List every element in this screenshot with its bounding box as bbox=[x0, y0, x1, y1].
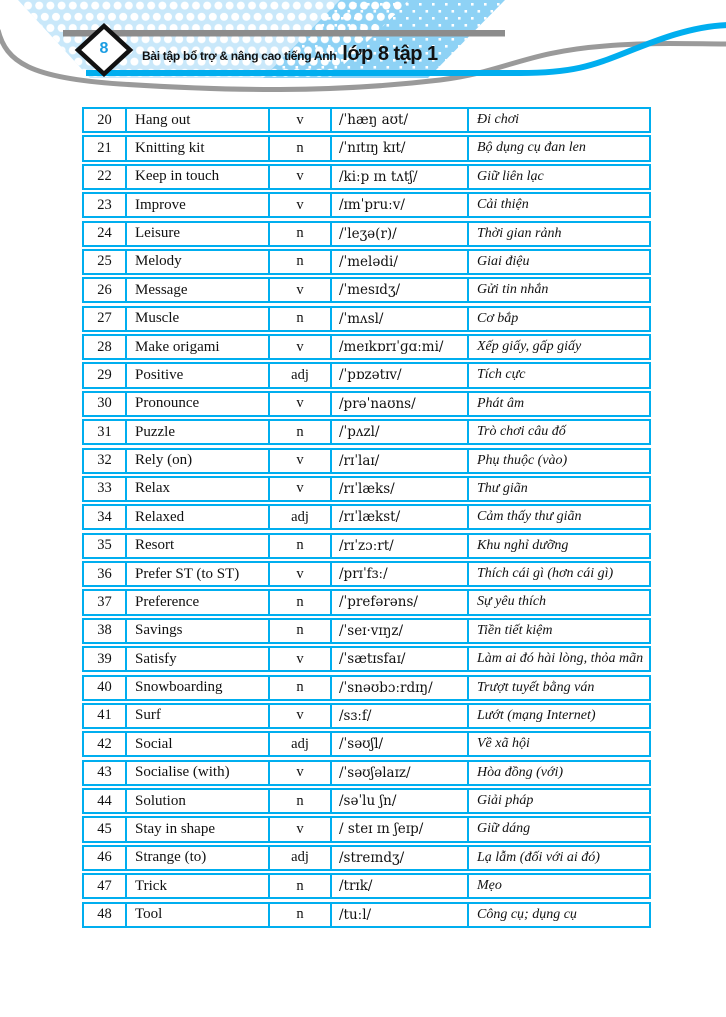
table-row bbox=[82, 788, 651, 814]
word-cell: Keep in touch bbox=[127, 166, 270, 188]
phonetic-cell: /meɪkɒrɪˈɡɑːmi/ bbox=[332, 336, 469, 358]
table-row bbox=[82, 277, 651, 303]
part-of-speech-cell: n bbox=[270, 535, 332, 557]
gray-bar bbox=[63, 30, 505, 37]
phonetic-cell: /ˈseɪ·vɪŋz/ bbox=[332, 620, 469, 642]
part-of-speech-cell: v bbox=[270, 166, 332, 188]
meaning-cell: Khu nghỉ dưỡng bbox=[477, 537, 569, 553]
table-row bbox=[82, 731, 651, 757]
meaning-cell: Công cụ; dụng cụ bbox=[477, 906, 577, 922]
word-cell: Prefer ST (to ST) bbox=[127, 563, 270, 585]
word-cell: Tool bbox=[127, 904, 270, 926]
phonetic-cell: /ˈmelədi/ bbox=[332, 251, 469, 273]
word-cell: Relax bbox=[127, 478, 270, 500]
phonetic-cell: /ˈmesɪdʒ/ bbox=[332, 279, 469, 301]
part-of-speech-cell: v bbox=[270, 109, 332, 131]
meaning-cell: Làm ai đó hài lòng, thỏa mãn bbox=[477, 651, 644, 667]
meaning-cell: Xếp giấy, gấp giấy bbox=[477, 339, 582, 355]
table-row bbox=[82, 873, 651, 899]
table-row bbox=[82, 618, 651, 644]
table-row bbox=[82, 419, 651, 445]
word-cell: Strange (to) bbox=[127, 847, 270, 869]
phonetic-cell: /rɪˈlæks/ bbox=[332, 478, 469, 500]
word-cell: Puzzle bbox=[127, 421, 270, 443]
meaning-cell: Tích cực bbox=[477, 367, 526, 383]
meaning-cell: Lạ lẫm (đối với ai đó) bbox=[477, 849, 600, 865]
row-number-cell: 35 bbox=[84, 535, 127, 557]
phonetic-cell: /ɪmˈpruːv/ bbox=[332, 194, 469, 216]
part-of-speech-cell: n bbox=[270, 223, 332, 245]
row-number-cell: 33 bbox=[84, 478, 127, 500]
meaning-cell: Về xã hội bbox=[477, 736, 530, 752]
table-row bbox=[82, 221, 651, 247]
part-of-speech-cell: v bbox=[270, 336, 332, 358]
meaning-cell: Phát âm bbox=[477, 395, 525, 411]
meaning-cell: Lướt (mạng Internet) bbox=[477, 707, 596, 723]
part-of-speech-cell: adj bbox=[270, 506, 332, 528]
part-of-speech-cell: v bbox=[270, 818, 332, 840]
table-row bbox=[82, 362, 651, 388]
part-of-speech-cell: n bbox=[270, 308, 332, 330]
part-of-speech-cell: n bbox=[270, 875, 332, 897]
word-cell: Pronounce bbox=[127, 393, 270, 415]
word-cell: Trick bbox=[127, 875, 270, 897]
row-number-cell: 43 bbox=[84, 762, 127, 784]
row-number-cell: 36 bbox=[84, 563, 127, 585]
meaning-cell: Giai điệu bbox=[477, 253, 530, 269]
table-row bbox=[82, 902, 651, 928]
row-number-cell: 27 bbox=[84, 308, 127, 330]
phonetic-cell: /ˈsəʊʃəlaɪz/ bbox=[332, 762, 469, 784]
table-row bbox=[82, 703, 651, 729]
phonetic-cell: /ˈsætɪsfaɪ/ bbox=[332, 648, 469, 670]
meaning-cell: Thích cái gì (hơn cái gì) bbox=[477, 566, 614, 582]
word-cell: Hang out bbox=[127, 109, 270, 131]
word-cell: Make origami bbox=[127, 336, 270, 358]
table-row bbox=[82, 334, 651, 360]
meaning-cell: Đi chơi bbox=[477, 112, 520, 128]
word-cell: Relaxed bbox=[127, 506, 270, 528]
table-row bbox=[82, 760, 651, 786]
header-title-text: Bài tập bổ trợ & nâng cao tiếng Anh bbox=[142, 49, 337, 63]
word-cell: Knitting kit bbox=[127, 137, 270, 159]
part-of-speech-cell: n bbox=[270, 790, 332, 812]
table-row bbox=[82, 816, 651, 842]
table-row bbox=[82, 845, 651, 871]
table-row bbox=[82, 306, 651, 332]
word-cell: Resort bbox=[127, 535, 270, 557]
meaning-cell: Cảm thấy thư giãn bbox=[477, 509, 582, 525]
word-cell: Stay in shape bbox=[127, 818, 270, 840]
phonetic-cell: /ˈmʌsl/ bbox=[332, 308, 469, 330]
word-cell: Snowboarding bbox=[127, 677, 270, 699]
phonetic-cell: /rɪˈlaɪ/ bbox=[332, 450, 469, 472]
word-cell: Positive bbox=[127, 364, 270, 386]
table-row bbox=[82, 675, 651, 701]
word-cell: Surf bbox=[127, 705, 270, 727]
phonetic-cell: /ˈsnəʊbɔːrdɪŋ/ bbox=[332, 677, 469, 699]
row-number-cell: 48 bbox=[84, 904, 127, 926]
row-number-cell: 20 bbox=[84, 109, 127, 131]
phonetic-cell: /trɪk/ bbox=[332, 875, 469, 897]
phonetic-cell: /tuːl/ bbox=[332, 904, 469, 926]
phonetic-cell: /ˈsəʊʃl/ bbox=[332, 733, 469, 755]
meaning-cell: Mẹo bbox=[477, 878, 502, 894]
row-number-cell: 28 bbox=[84, 336, 127, 358]
word-cell: Solution bbox=[127, 790, 270, 812]
header-title bbox=[142, 44, 438, 64]
row-number-cell: 25 bbox=[84, 251, 127, 273]
row-number-cell: 45 bbox=[84, 818, 127, 840]
word-cell: Melody bbox=[127, 251, 270, 273]
word-cell: Improve bbox=[127, 194, 270, 216]
part-of-speech-cell: n bbox=[270, 251, 332, 273]
phonetic-cell: /kiːp ɪn tʌtʃ/ bbox=[332, 166, 469, 188]
row-number-cell: 22 bbox=[84, 166, 127, 188]
header-title-suffix: lớp 8 tập 1 bbox=[342, 43, 438, 65]
table-row bbox=[82, 589, 651, 615]
row-number-cell: 38 bbox=[84, 620, 127, 642]
table-row bbox=[82, 107, 651, 133]
page-number: 8 bbox=[99, 40, 109, 57]
row-number-cell: 41 bbox=[84, 705, 127, 727]
phonetic-cell: /ˈleʒə(r)/ bbox=[332, 223, 469, 245]
part-of-speech-cell: v bbox=[270, 705, 332, 727]
meaning-cell: Bộ dụng cụ đan len bbox=[477, 140, 586, 156]
table-row bbox=[82, 504, 651, 530]
word-cell: Message bbox=[127, 279, 270, 301]
row-number-cell: 47 bbox=[84, 875, 127, 897]
part-of-speech-cell: n bbox=[270, 677, 332, 699]
phonetic-cell: /ˈnɪtɪŋ kɪt/ bbox=[332, 137, 469, 159]
table-row bbox=[82, 561, 651, 587]
row-number-cell: 23 bbox=[84, 194, 127, 216]
word-cell: Preference bbox=[127, 591, 270, 613]
row-number-cell: 29 bbox=[84, 364, 127, 386]
meaning-cell: Giữ dáng bbox=[477, 821, 531, 837]
phonetic-cell: /ˈprefərəns/ bbox=[332, 591, 469, 613]
row-number-cell: 31 bbox=[84, 421, 127, 443]
word-cell: Satisfy bbox=[127, 648, 270, 670]
word-cell: Leisure bbox=[127, 223, 270, 245]
meaning-cell: Tiền tiết kiệm bbox=[477, 622, 553, 638]
meaning-cell: Thư giãn bbox=[477, 480, 528, 496]
meaning-cell: Cơ bắp bbox=[477, 310, 519, 326]
part-of-speech-cell: n bbox=[270, 620, 332, 642]
phonetic-cell: /rɪˈzɔːrt/ bbox=[332, 535, 469, 557]
part-of-speech-cell: v bbox=[270, 563, 332, 585]
phonetic-cell: /streɪndʒ/ bbox=[332, 847, 469, 869]
word-cell: Savings bbox=[127, 620, 270, 642]
table-row bbox=[82, 533, 651, 559]
table-row bbox=[82, 192, 651, 218]
phonetic-cell: /sɜːf/ bbox=[332, 705, 469, 727]
meaning-cell: Giữ liên lạc bbox=[477, 168, 544, 184]
meaning-cell: Trượt tuyết bằng ván bbox=[477, 679, 595, 695]
part-of-speech-cell: v bbox=[270, 279, 332, 301]
part-of-speech-cell: n bbox=[270, 137, 332, 159]
phonetic-cell: /ˈhæŋ aʊt/ bbox=[332, 109, 469, 131]
part-of-speech-cell: v bbox=[270, 478, 332, 500]
row-number-cell: 24 bbox=[84, 223, 127, 245]
part-of-speech-cell: v bbox=[270, 762, 332, 784]
row-number-cell: 44 bbox=[84, 790, 127, 812]
table-row bbox=[82, 135, 651, 161]
meaning-cell: Sự yêu thích bbox=[477, 594, 547, 610]
meaning-cell: Giải pháp bbox=[477, 793, 534, 809]
word-cell: Socialise (with) bbox=[127, 762, 270, 784]
table-row bbox=[82, 646, 651, 672]
row-number-cell: 30 bbox=[84, 393, 127, 415]
row-number-cell: 37 bbox=[84, 591, 127, 613]
row-number-cell: 40 bbox=[84, 677, 127, 699]
row-number-cell: 42 bbox=[84, 733, 127, 755]
meaning-cell: Cải thiện bbox=[477, 197, 529, 213]
table-row bbox=[82, 164, 651, 190]
row-number-cell: 21 bbox=[84, 137, 127, 159]
phonetic-cell: /ˈpʌzl/ bbox=[332, 421, 469, 443]
meaning-cell: Thời gian rảnh bbox=[477, 225, 562, 241]
row-number-cell: 39 bbox=[84, 648, 127, 670]
part-of-speech-cell: adj bbox=[270, 733, 332, 755]
word-cell: Rely (on) bbox=[127, 450, 270, 472]
phonetic-cell: /rɪˈlækst/ bbox=[332, 506, 469, 528]
part-of-speech-cell: adj bbox=[270, 847, 332, 869]
vocab-table bbox=[82, 107, 651, 928]
row-number-cell: 46 bbox=[84, 847, 127, 869]
part-of-speech-cell: n bbox=[270, 421, 332, 443]
meaning-cell: Phụ thuộc (vào) bbox=[477, 452, 568, 468]
phonetic-cell: /səˈlu ʃn/ bbox=[332, 790, 469, 812]
phonetic-cell: /prəˈnaʊns/ bbox=[332, 393, 469, 415]
word-cell: Muscle bbox=[127, 308, 270, 330]
part-of-speech-cell: n bbox=[270, 904, 332, 926]
table-row bbox=[82, 249, 651, 275]
part-of-speech-cell: n bbox=[270, 591, 332, 613]
word-cell: Social bbox=[127, 733, 270, 755]
part-of-speech-cell: v bbox=[270, 393, 332, 415]
phonetic-cell: / steɪ ɪn ʃeɪp/ bbox=[332, 818, 469, 840]
meaning-cell: Gửi tin nhắn bbox=[477, 282, 549, 298]
table-row bbox=[82, 476, 651, 502]
row-number-cell: 32 bbox=[84, 450, 127, 472]
row-number-cell: 34 bbox=[84, 506, 127, 528]
part-of-speech-cell: adj bbox=[270, 364, 332, 386]
phonetic-cell: /ˈpɒzətɪv/ bbox=[332, 364, 469, 386]
part-of-speech-cell: v bbox=[270, 648, 332, 670]
table-row bbox=[82, 448, 651, 474]
meaning-cell: Hòa đồng (với) bbox=[477, 764, 564, 780]
meaning-cell: Trò chơi câu đố bbox=[477, 424, 566, 440]
part-of-speech-cell: v bbox=[270, 194, 332, 216]
table-row bbox=[82, 391, 651, 417]
phonetic-cell: /prɪˈfɜː/ bbox=[332, 563, 469, 585]
part-of-speech-cell: v bbox=[270, 450, 332, 472]
row-number-cell: 26 bbox=[84, 279, 127, 301]
